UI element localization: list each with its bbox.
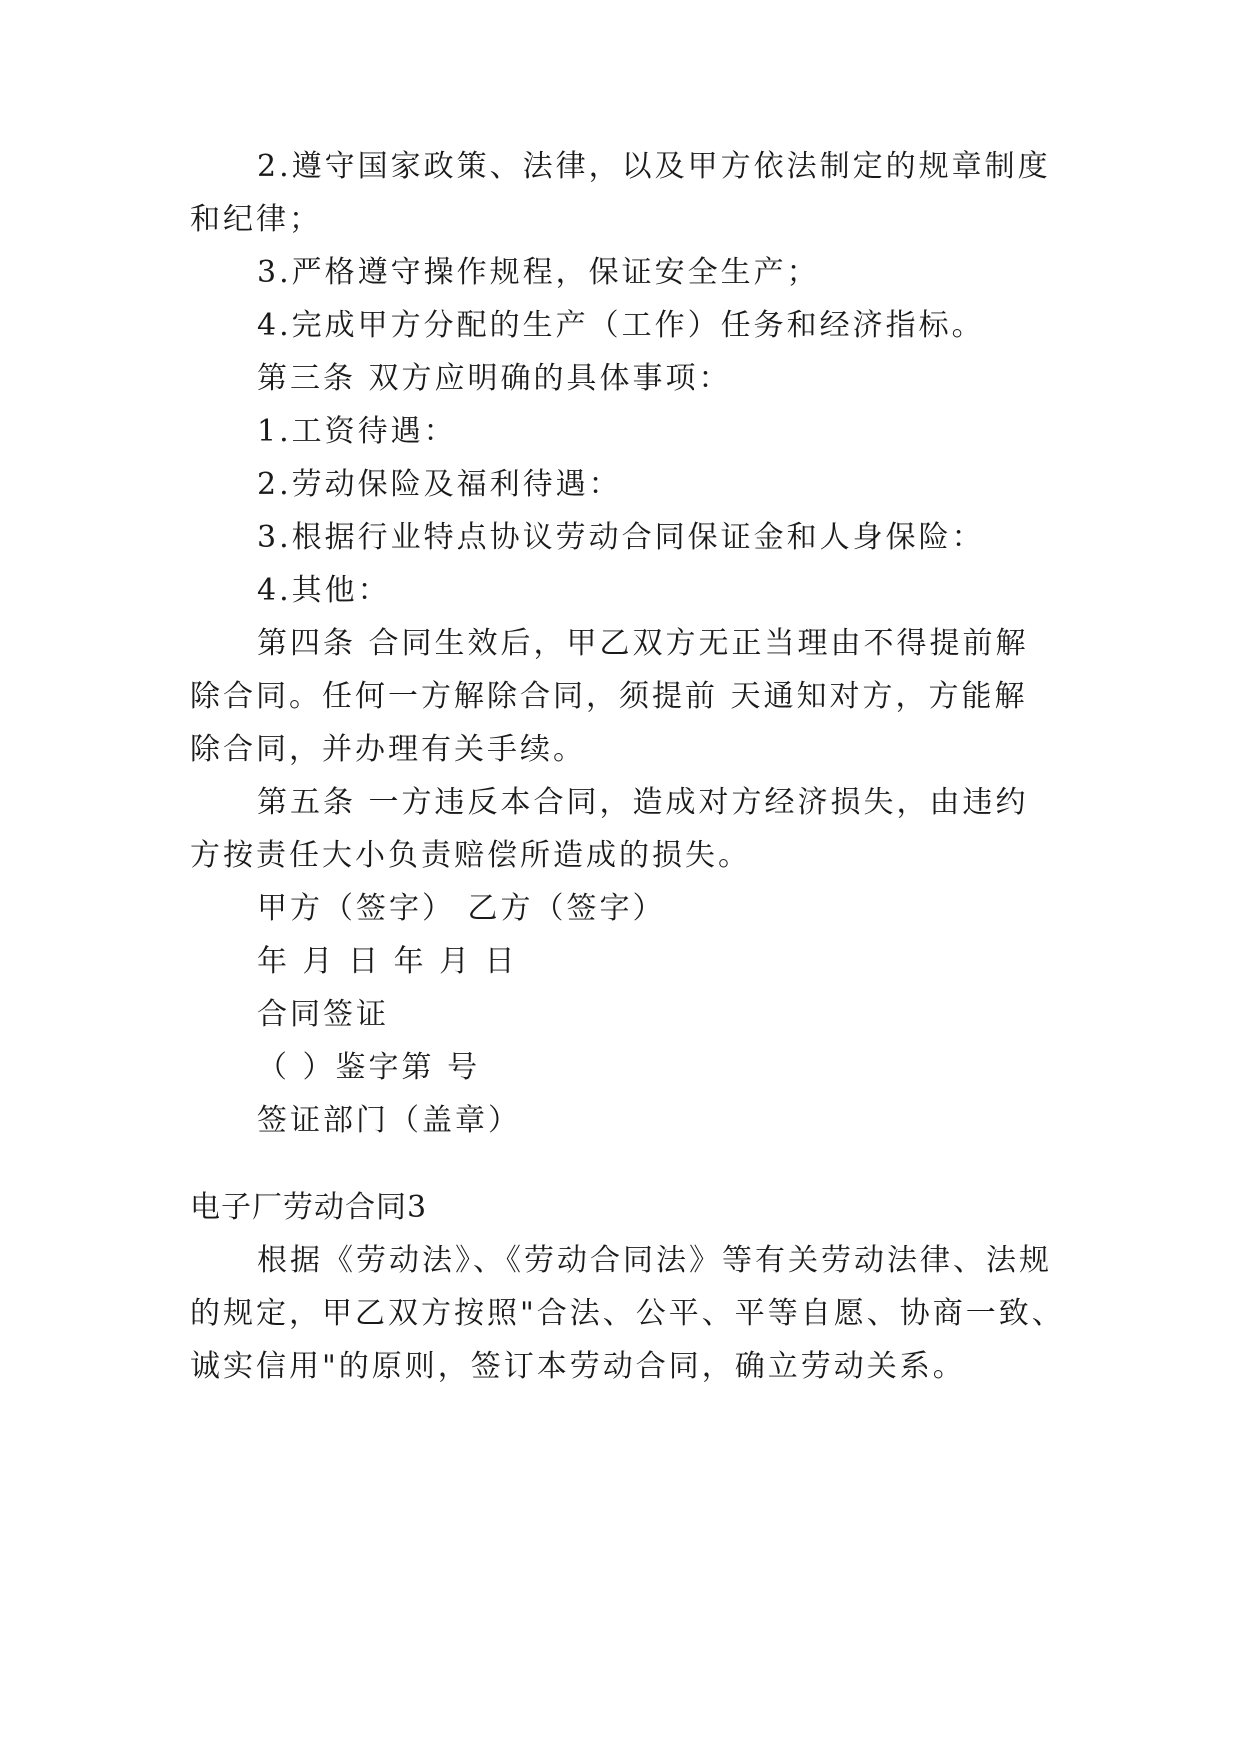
article-4-line-1: 第四条 合同生效后，甲乙双方无正当理由不得提前解 — [257, 626, 1029, 661]
article-3-title: 第三条 双方应明确的具体事项： — [257, 361, 732, 396]
clause-2-2-line-1: 2.遵守国家政策、法律，以及甲方依法制定的规章制度 — [257, 149, 1051, 184]
article-3-item-1: 1.工资待遇： — [257, 414, 457, 449]
section-heading: 电子厂劳动合同3 — [190, 1190, 428, 1225]
intro-line-2: 的规定，甲乙双方按照"合法、公平、平等自愿、协商一致、 — [190, 1296, 1065, 1331]
clause-2-3: 3.严格遵守操作规程，保证安全生产； — [257, 255, 820, 290]
intro-line-1: 根据《劳动法》、《劳动合同法》等有关劳动法律、法规 — [257, 1243, 1052, 1278]
date-line: 年 月 日 年 月 日 — [257, 944, 518, 979]
article-3-item-4: 4.其他： — [257, 573, 391, 608]
contract-verification-label: 合同签证 — [257, 997, 389, 1032]
signature-line: 甲方（签字） 乙方（签字） — [257, 891, 666, 926]
clause-2-4: 4.完成甲方分配的生产（工作）任务和经济指标。 — [257, 308, 985, 343]
article-3-item-2: 2.劳动保险及福利待遇： — [257, 467, 622, 502]
verification-number: （ ）鉴字第 号 — [257, 1050, 481, 1085]
article-4-line-3: 除合同，并办理有关手续。 — [190, 732, 586, 767]
article-3-item-3: 3.根据行业特点协议劳动合同保证金和人身保险： — [257, 520, 985, 555]
verification-department: 签证部门（盖章） — [257, 1103, 521, 1138]
clause-2-2-line-2: 和纪律； — [190, 202, 322, 237]
intro-line-3: 诚实信用"的原则，签订本劳动合同，确立劳动关系。 — [190, 1349, 966, 1384]
article-4-line-2: 除合同。任何一方解除合同，须提前 天通知对方，方能解 — [190, 679, 1028, 714]
article-5-line-2: 方按责任大小负责赔偿所造成的损失。 — [190, 838, 751, 873]
article-5-line-1: 第五条 一方违反本合同，造成对方经济损失，由违约 — [257, 785, 1029, 820]
